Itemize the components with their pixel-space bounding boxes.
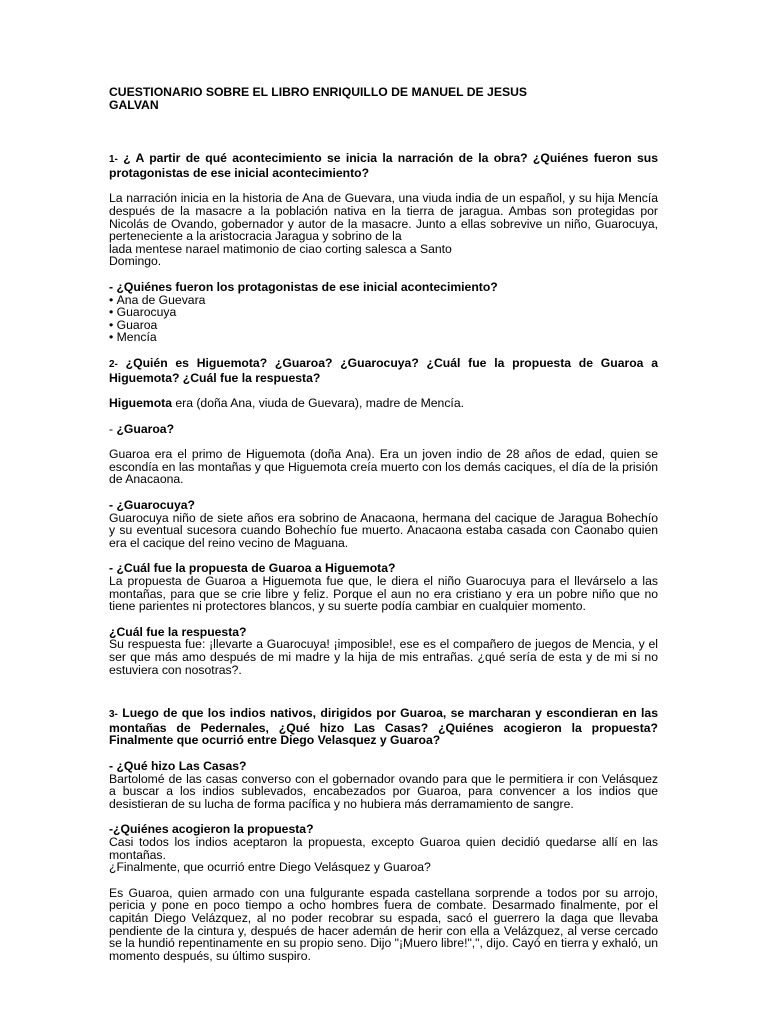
list-item: • Guarocuya <box>109 306 658 319</box>
sub-question-acogieron: -¿Quiénes acogieron la propuesta? <box>109 822 314 837</box>
sub-question-respuesta: ¿Cuál fue la respuesta? <box>109 624 247 639</box>
list-item: • Mencía <box>109 331 658 344</box>
question-2 <box>109 357 658 384</box>
protagonists-list <box>109 294 658 344</box>
answer-propuesta: La propuesta de Guaroa a Higuemota fue que, le diera el niño Guarocuya para el llevárselo a las montañas, para que se crie libre y feliz. Porque el aun no era cristiano y era un pobre niño que no tiene parientes ni protectores blancos, y su suerte podía cambiar en cualquier momento. <box>109 574 658 614</box>
answer-1-line-3: Domingo. <box>109 254 162 269</box>
question-1 <box>109 152 658 179</box>
answer-higuemota <box>109 397 658 410</box>
question-3-number: 3- <box>109 709 118 721</box>
answer-guaroa: Guaroa era el primo de Higuemota (doña Ana). Era un joven indio de 28 años de edad, quien se escondía en las montañas y que Higuemota creía muerto con los demás caciques, el día de la prisión de Anacaona. <box>109 447 658 487</box>
question-3-text: Luego de que los indios nativos, dirigidos por Guaroa, se marcharan y escondieran en las montañas de Pedernales, ¿Qué hizo Las Casas? ¿Quiénes acogieron la propuesta? Finalmente que ocurrió entre Diego Velasquez y Guaroa? <box>109 706 658 748</box>
dash: - <box>109 421 117 436</box>
higuemota-name: Higuemota <box>109 396 172 411</box>
sub-question-protagonists: - ¿Quiénes fueron los protagonistas de ese inicial acontecimiento? <box>109 279 498 294</box>
guaroa-question: ¿Guaroa? <box>116 421 175 436</box>
title-line-2: GALVAN <box>109 97 159 112</box>
question-1-number: 1- <box>109 154 118 166</box>
answer-respuesta: Su respuesta fue: ¡llevarte a Guarocuya! ¡imposible!, ese es el compañero de juegos de Mencia, y el ser que más amo después de mi madre y la hija de mis entrañas. ¿qué sería de esta y de mi si no estuviera con nosotras?. <box>109 637 658 677</box>
title-line-1: CUESTIONARIO SOBRE EL LIBRO ENRIQUILLO DE MANUEL DE JESUS <box>109 85 528 99</box>
document-body <box>109 86 658 962</box>
document-title <box>109 86 658 111</box>
answer-final: Es Guaroa, quien armado con una fulgurante espada castellana sorprende a todos por su arrojo, pericia y pone en poco tiempo a ocho hombres fuera de combate. Desarmado finalmente, por el capitán Diego Velázquez, al no poder recobrar su espada, sacó el guerrero la daga que llevaba pendiente de la cintura y, después de hacer ademán de herir con ella a Velázquez, al verse cercado se la hundió repentinamente en su propio seno. Dijo "¡Muero libre!",", dijo. Cayó en tierra y exhaló, un momento después, su último suspiro. <box>109 885 658 963</box>
sub-question-guarocuya: - ¿Guarocuya? <box>109 498 196 513</box>
answer-las-casas: Bartolomé de las casas converso con el gobernador ovando para que le permitiera ir con Velásquez a buscar a los indios sublevados, encabezados por Guaroa, para convencer a los indios que desistieran de su lucha de forma pacífica y no hubiera más derramamiento de sangre. <box>109 771 658 811</box>
question-1-text: ¿ A partir de qué acontecimiento se inicia la narración de la obra? ¿Quiénes fueron sus protagonistas de ese inicial acontecimiento? <box>109 151 658 180</box>
question-3 <box>109 707 658 747</box>
list-item: • Guaroa <box>109 319 658 332</box>
answer-guarocuya: Guarocuya niño de siete años era sobrino de Anacaona, hermana del cacique de Jaragua Bohechío y su eventual sucesora cuando Bohechío fue muerto. Anacaona estaba casada con Caonabo quien era el cacique del reino vecino de Maguana. <box>109 510 658 550</box>
list-item: • Ana de Guevara <box>109 294 658 307</box>
sub-question-guaroa <box>109 423 658 436</box>
answer-1-line-2: lada mentese narael matimonio de ciao corting salesca a Santo <box>109 241 452 256</box>
sub-question-propuesta: - ¿Cuál fue la propuesta de Guaroa a Higuemota? <box>109 561 396 576</box>
answer-1: La narración inicia en la historia de Ana de Guevara, una viuda india de un español, y su hija Mencía después de la masacre a la población nativa en la tierra de jaragua. Ambas son protegidas por Nicolás de Ovando, gobernador y autor de la masacre. Junto a ellas sobrevive un niño, Guarocuya, perteneciente a la aristocracia Jaragua y sobrino de la <box>109 191 658 244</box>
higuemota-text: era (doña Ana, viuda de Guevara), madre de Mencía. <box>171 396 464 411</box>
sub-question-finalmente: ¿Finalmente, que ocurrió entre Diego Velásquez y Guaroa? <box>109 860 431 875</box>
answer-acogieron: Casi todos los indios aceptaron la propuesta, excepto Guaroa quien decidió quedarse allí en las montañas. <box>109 834 658 862</box>
question-2-number: 2- <box>109 358 118 370</box>
sub-question-las-casas: - ¿Qué hizo Las Casas? <box>109 758 247 773</box>
question-2-text: ¿Quién es Higuemota? ¿Guaroa? ¿Guarocuya? ¿Cuál fue la propuesta de Guaroa a Higuemota? ¿Cuál fue la respuesta? <box>109 355 658 385</box>
